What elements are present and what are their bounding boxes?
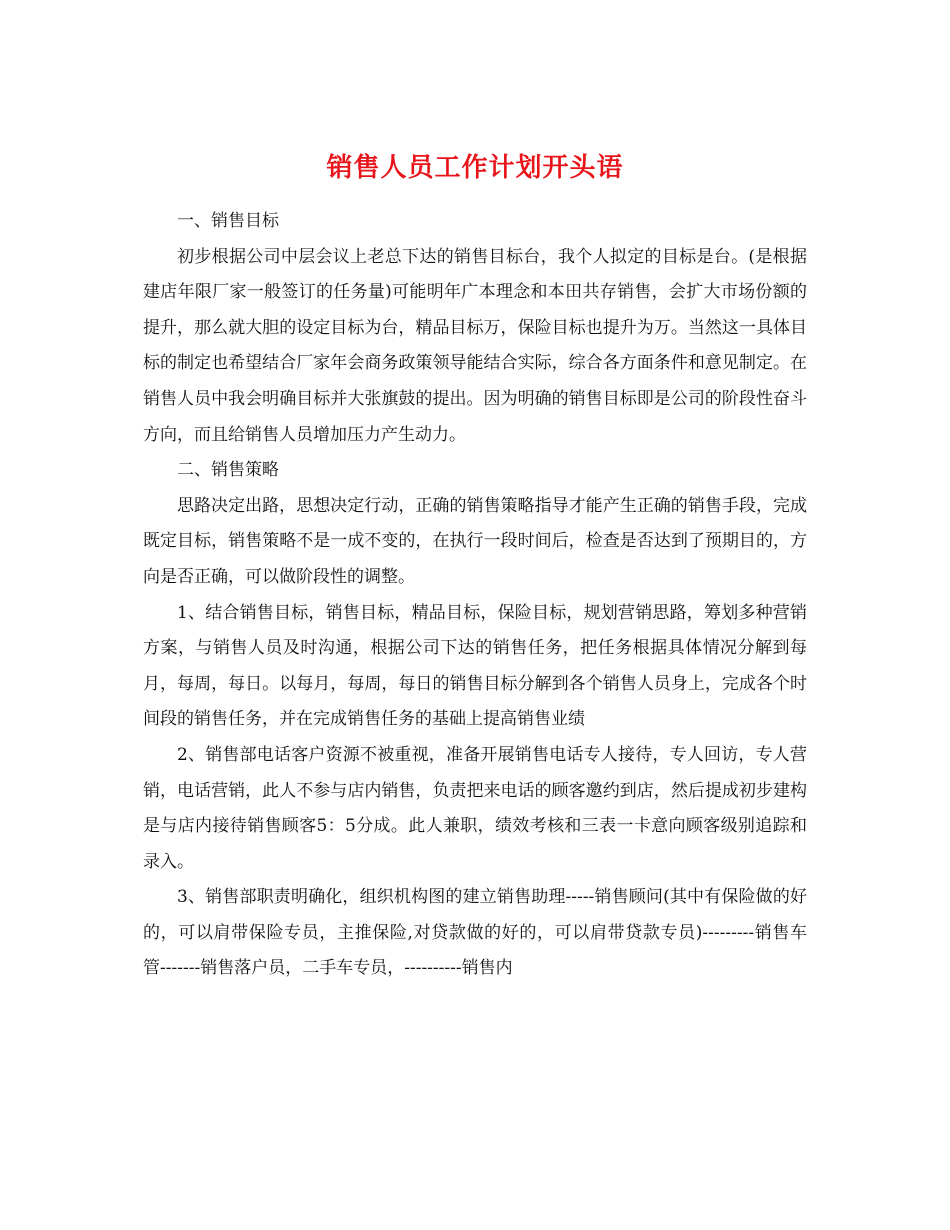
paragraph-sales-target: 初步根据公司中层会议上老总下达的销售目标台，我个人拟定的目标是台。(是根据建店年限厂家一般签订的任务量)可能明年广本理念和本田共存销售，会扩大市场份额的提升，那么就大胆的设定目标为台，精品目标万，保险目标也提升为万。当然这一具体目标的制定也希望结合厂家年会商务政策领导能结合实际，综合各方面条件和意见制定。在销售人员中我会明确目标并大张旗鼓的提出。因为明确的销售目标即是公司的阶段性奋斗方向，而且给销售人员增加压力产生动力。 (143, 246, 807, 445)
document-title: 销售人员工作计划开头语 (326, 153, 624, 184)
document-body (143, 204, 807, 987)
paragraph-item-3: 3、销售部职责明确化，组织机构图的建立销售助理-----销售顾问(其中有保险做的好的，可以肩带保险专员，主推保险,对贷款做的好的，可以肩带贷款专员)---------销售车管-------销售落户员，二手车专员，----------销售内 (143, 887, 807, 979)
heading-sales-target: 一、销售目标 (177, 211, 279, 231)
paragraph-sales-strategy: 思路决定出路，思想决定行动，正确的销售策略指导才能产生正确的销售手段，完成既定目标，销售策略不是一成不变的，在执行一段时间后，检查是否达到了预期目的，方向是否正确，可以做阶段性的调整。 (143, 495, 807, 587)
heading-sales-strategy: 二、销售策略 (177, 460, 279, 481)
paragraph-item-1: 1、结合销售目标，销售目标，精品目标，保险目标，规划营销思路，筹划多种营销方案，与销售人员及时沟通，根据公司下达的销售任务，把任务根据具体情况分解到每月，每周，每日。以每月，每周，每日的销售目标分解到各个销售人员身上，完成各个时间段的销售任务，并在完成销售任务的基础上提高销售业绩 (143, 602, 807, 730)
paragraph-item-2: 2、销售部电话客户资源不被重视，准备开展销售电话专人接待，专人回访，专人营销，电话营销，此人不参与店内销售，负责把来电话的顾客邀约到店，然后提成初步建构是与店内接待销售顾客5：5分成。此人兼职，绩效考核和三表一卡意向顾客级别追踪和录入。 (143, 744, 807, 872)
